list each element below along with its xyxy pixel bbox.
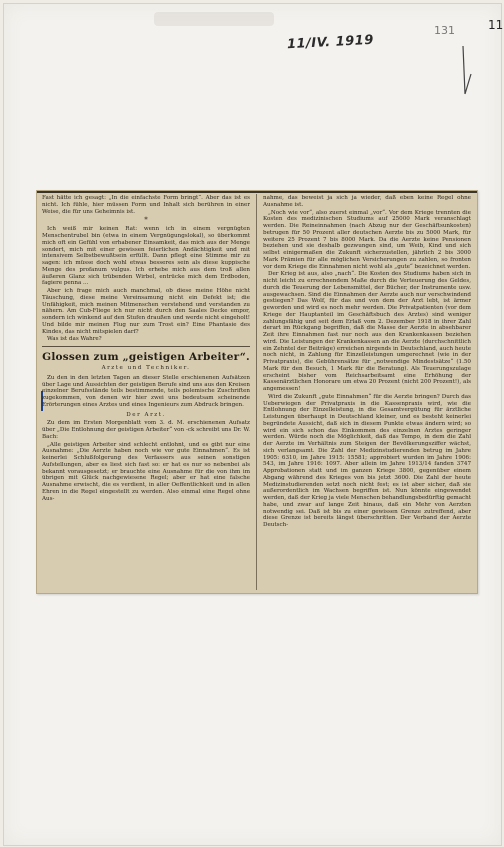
newspaper-clipping: [36, 190, 478, 594]
paragraph: Aber ich frage mich auch manchmal, ob diese meine Höhe nicht Täuschung, diese meine Vereinsamung nicht ein Defekt ist; die Unfähigkeit, mich meinen Mitmenschen verstehend und verstanden zu nähern. Am Cub-Fliege ich nur nicht durch den Saales Decke empor, sondern ich winkend auf den Stufen draußen und werde nicht eingeholt! Und bilde mir meinen Flug nur zum Trost ein? Eine Phantasie des Kindes, das nicht mitspielen darf?: [42, 288, 250, 335]
pencil-mark-icon: [461, 44, 473, 96]
paragraph: „Alle geistigen Arbeiter sind schlecht entlohnt, und es gibt nur eine Ausnahme: „Die Aerzte haben noch wie vor gute Einnahmen“. Es ist keinerlei Schlußfolgerung des Verfassers aus seinen sonstigen Aufstellungen, aber es liest sich fast so: er hat es nur so nebenbei als bekannt vorausgesetzt; er brauchte eine Ausnahme für die von ihm im übrigen mit Glück nachgewiesene Regel; aber er hat eine falsche Ausnahme erwischt, die es verdient, in aller Oeffentlichkeit und in allen Ehren in die Regel eingestellt zu werden. Also einmal eine Regel ohne Aus-: [42, 441, 250, 502]
paragraph: Zu den in den letzten Tagen an dieser Stelle erschienenen Aufsätzen über Lage und Aussichten der geistigen Berufe sind uns aus den Kreisen einzelner Berufsstände teils bestimmende, teils polemische Zuschriften zugekommen, von denen wir hier zwei uns bedeutsam scheinende Erörterungen eines Arztes und eines Ingenieurs zum Abdruck bringen.: [42, 374, 250, 408]
paragraph: Ich weiß mir keinen Rat: wenn ich in einem vergnügten Menschentrubel bin (etwa in einem Vergnügungslokal), so überkommt mich oft ein Gefühl von erhabener Einsamkeit, das mich aus der Menge sondert, mich mit einer gewissen feierlichen Andächtigkeit und mit intensivem Selbstbewußtsein erfüllt. Dann pflegt eine Stimme mir zu sagen: ich müsse doch wohl etwas besseres sein als diese kuppische Menge des profanum vulgus. Ich erhebe mich aus dem troß allen äußeren Glanz sich trübenden Wirbel, entrücke mich dem Erdboden, fagiere penna ...: [42, 226, 250, 287]
paragraph: Der Krieg ist aus, also „nach“. Die Kosten des Studiums haben sich in nicht leicht zu errechnendem Maße durch die Verteuerung des Geldes, durch die Teuerung der Lebensmittel, der Bücher, der Instrumente usw. ausgewachsen. Sind die Einnahmen der Aerzte auch nur verschwindend gestiegen? Das Wolf, für das und von dem der Arzt lebt, ist ärmer geworden und wird es noch mehr werden. Die Privatpatienten (vor dem Kriege der Hauptanteil im Geschäftsbuch des Arztes) sind weniger zahlungsfähig und seit dem Erlaß vom 2. Dezember 1918 in ihrer Zahl derart im Rückgang begriffen, daß die Masse der Aerzte in absehbarer Zeit ihre Einnahmen fast nur noch aus den Krankenkassen beziehen wird. Die Leistungen der Krankenkassen an die Aerzte (durchschnittlich ein Zehntel der Beiträge) erreichen nirgends in Deutschland, auch heute noch nicht, in Zahlung für Einzelleistungen umgerechnet (wie in der Privatpraxis), die Gebührensätze für „notwendige Mindestsätze“ (1.50 Mark für den Besuch, 1 Mark für die Beratung). Als Teuerungszulage erscheint bisher vom Reichsarbeitsamt eine Erhöhung der Kassenärztlichen Honorare um etwa 20 Prozent (nicht 200 Prozent!), als angemessen!: [263, 271, 471, 392]
paragraph: Wird die Zukunft „gute Einnahmen“ für die Aerzte bringen? Durch das Ueberwiegen der Privatpraxis in die Kassenpraxis wird, wie die Entlohnung der Einzelleistung, in die Gesamtvergütung für ärztliche Leistungen überhaupt in Deutschland kleiner, und es besteht keinerlei begründete Aussicht, daß sich in diesem Punkte etwas ändern wird; so wird ein sich schon das Einkommen des einzelnen Arztes geringer werden. Würde noch die Möglichkeit, daß das Tempo, in dem die Zahl der Aerzte im Verhältnis zum Steigen der Bevölkerungsziffer wächst, sich verlangsamt. Die Zahl der Medizinstudierenden betrug im Jahre 1905: 6310, im Jahre 1915: 15581; approbiert wurden im Jahre 1906: 543, im Jahre 1916: 1097. Aber allein im Jahre 1913/14 fanden 3747 Approbationen statt und im ganzen Kriege 3800, gegenüber einem Abgang während des Krieges von bis jetzt 3600. Die Zahl der heute Medizinstudierenden setzt noch nicht fest; es ist aber sicher, daß sie außerordentlich im Wachsen begriffen ist. Nun könnte eingewendet werden, daß der Krieg ja viele Menschen behandlungsbedürftig gemacht habe, und zwar auf lange Zeit hinaus, daß ein Mehr von Aerzten notwendig sei. Daß ist bis zu einer gewissen Grenze zutreffend, aber diese Grenze ist bereits längst überschritten. Der Verband der Aerzte Deutsch-: [263, 393, 471, 528]
right-column: [263, 195, 471, 589]
left-column: [42, 195, 250, 589]
rule: [42, 346, 250, 347]
section-star: *: [144, 216, 148, 225]
paragraph: nahme, das beweist ja sich ja wieder, daß eben keine Regel ohne Ausnahme ist.: [263, 195, 471, 208]
page-number: 131: [434, 24, 455, 37]
archive-sheet: [3, 3, 502, 846]
section-heading: Der Arzt.: [126, 411, 166, 418]
paragraph: Zu dem im Ersten Morgenblatt vom 3. d. M. erschienenen Aufsatz über „Die Entlohnung der geistigen Arbeiter“ von -ck schreibt uns Dr. W. Bach:: [42, 420, 250, 440]
faded-stamp: [154, 12, 274, 26]
article-headline: Glossen zum „geistigen Arbeiter“.: [42, 351, 250, 363]
article-subhead: Arzte und Techniker.: [101, 365, 191, 371]
handwritten-date: 11/IV. 1919: [286, 32, 375, 53]
paragraph: „Noch wie vor“, also zuerst einmal „vor“. Vor dem Kriege trennten die Kosten des medizinischen Studiums auf 25000 Mark veranschlagt werden. Die Reineinnahmen (nach Abzug nur der Geschäftsunkosten) betrugen für 50 Prozent aller deutschen Aerzte bis zu 5000 Mark, für weitere 25 Prozent 7 bis 8000 Mark. Da die Aerzte keine Pensionen beziehen und sie deshalb gezwungen sind, um Weib, Kind und sich selbst einigermaßen die Zukunft sicherzustellen, jährlich 2 bis 3000 Mark Prämien für alle möglichen Versicherungen zu zahlen, so fronten vor dem Kriege die Einnahmen nicht wohl als „gute“ bezeichnet werden.: [263, 209, 471, 270]
corner-number: 11: [488, 18, 504, 32]
column-divider: [256, 194, 257, 590]
paragraph: Fast hätte ich gesagt: „In die einfachste Form bringt“. Aber das ist es nicht. Ich fühle, hier müssen Form und Inhalt sich berühren in einer Weise, die für uns Geheimnis ist.: [42, 195, 250, 215]
paragraph: Was ist das Wahre?: [47, 336, 102, 343]
